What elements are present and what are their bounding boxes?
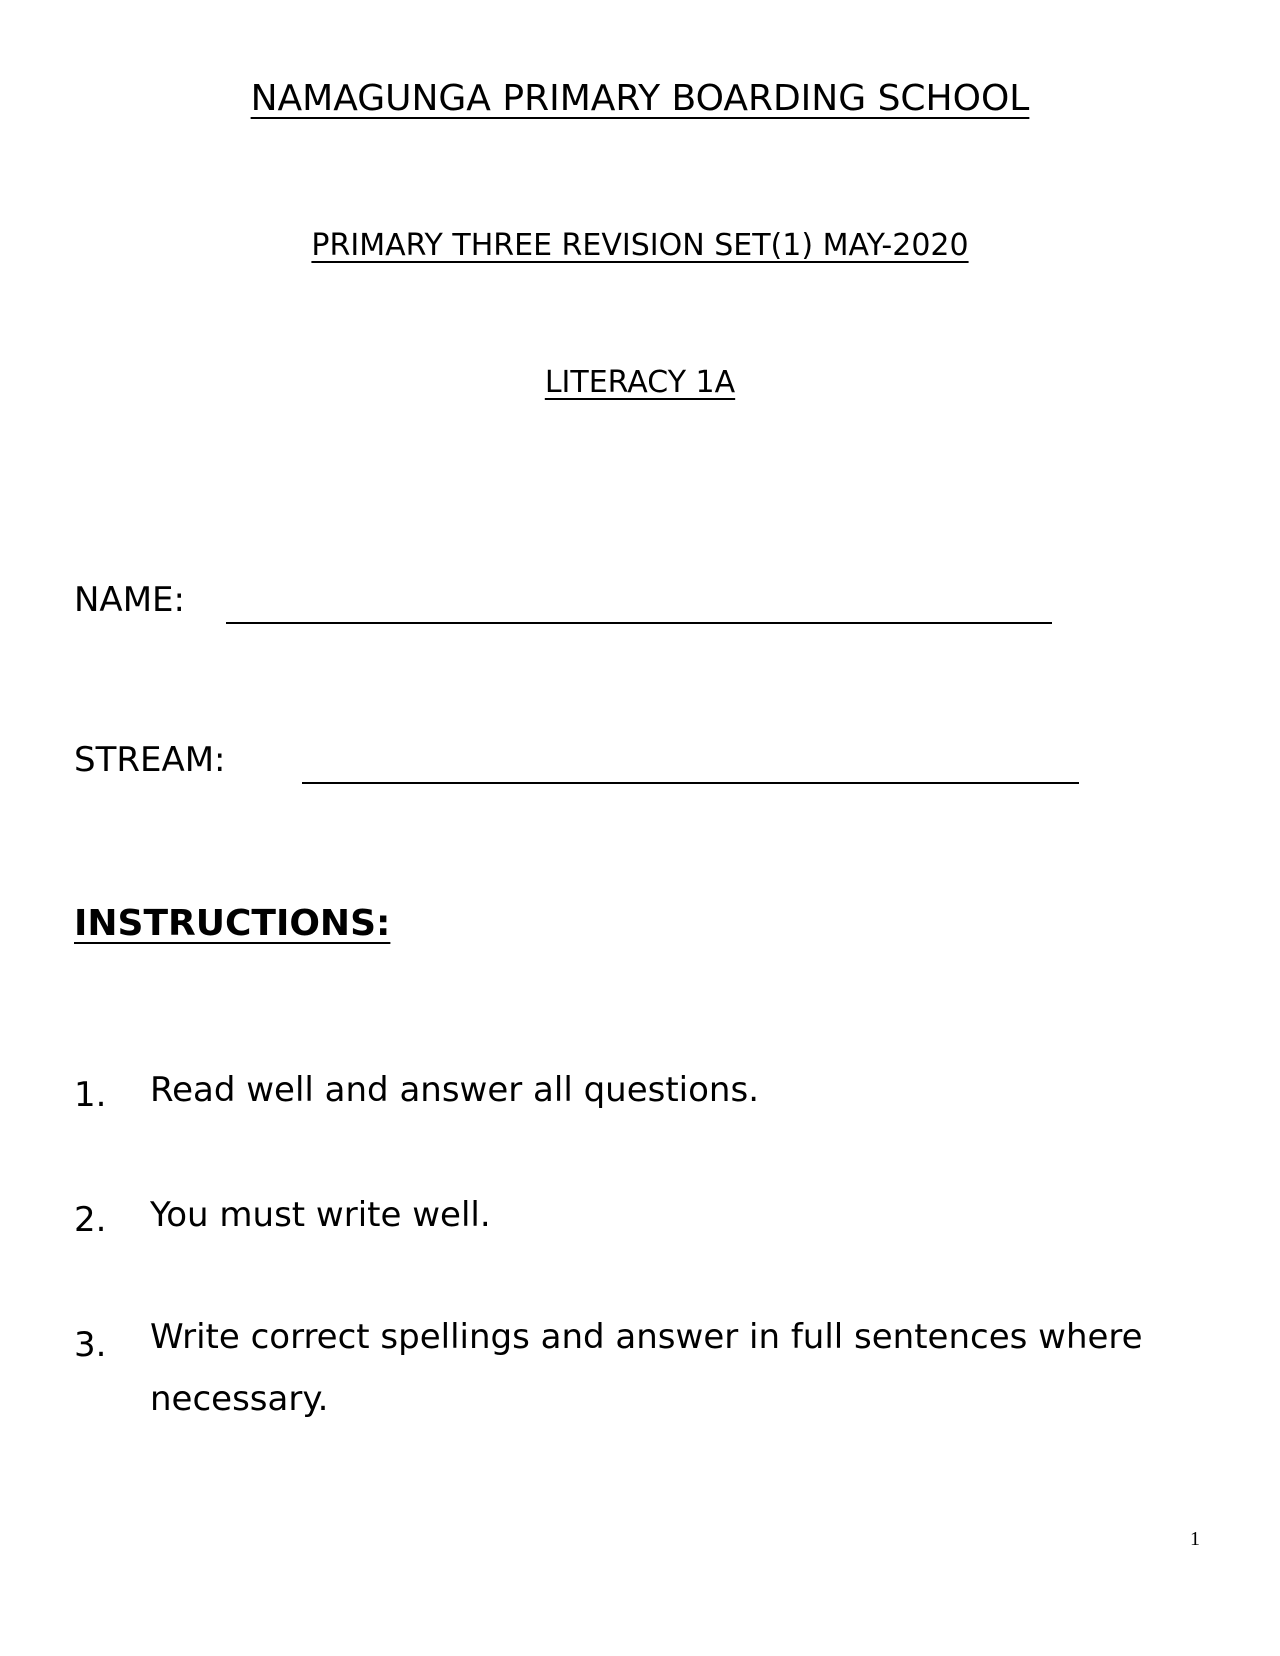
name-blank-line[interactable] — [226, 622, 1052, 624]
instruction-number: 1. — [74, 1075, 107, 1115]
stream-blank-line[interactable] — [302, 782, 1079, 784]
subject-title: LITERACY 1A — [544, 365, 736, 400]
instruction-text: You must write well. — [150, 1195, 491, 1235]
instruction-text: Write correct spellings and answer in full sentences where necessary. — [150, 1317, 1143, 1419]
instruction-number: 2. — [74, 1200, 107, 1240]
page-number: 1 — [1190, 1528, 1200, 1550]
school-title: NAMAGUNGA PRIMARY BOARDING SCHOOL — [250, 78, 1030, 119]
stream-label: STREAM: — [74, 740, 226, 780]
exam-title: PRIMARY THREE REVISION SET(1) MAY-2020 — [311, 228, 969, 263]
name-label: NAME: — [74, 580, 185, 620]
instructions-heading: INSTRUCTIONS: — [74, 903, 391, 944]
instruction-number: 3. — [74, 1325, 107, 1365]
instruction-text: Read well and answer all questions. — [150, 1070, 759, 1110]
